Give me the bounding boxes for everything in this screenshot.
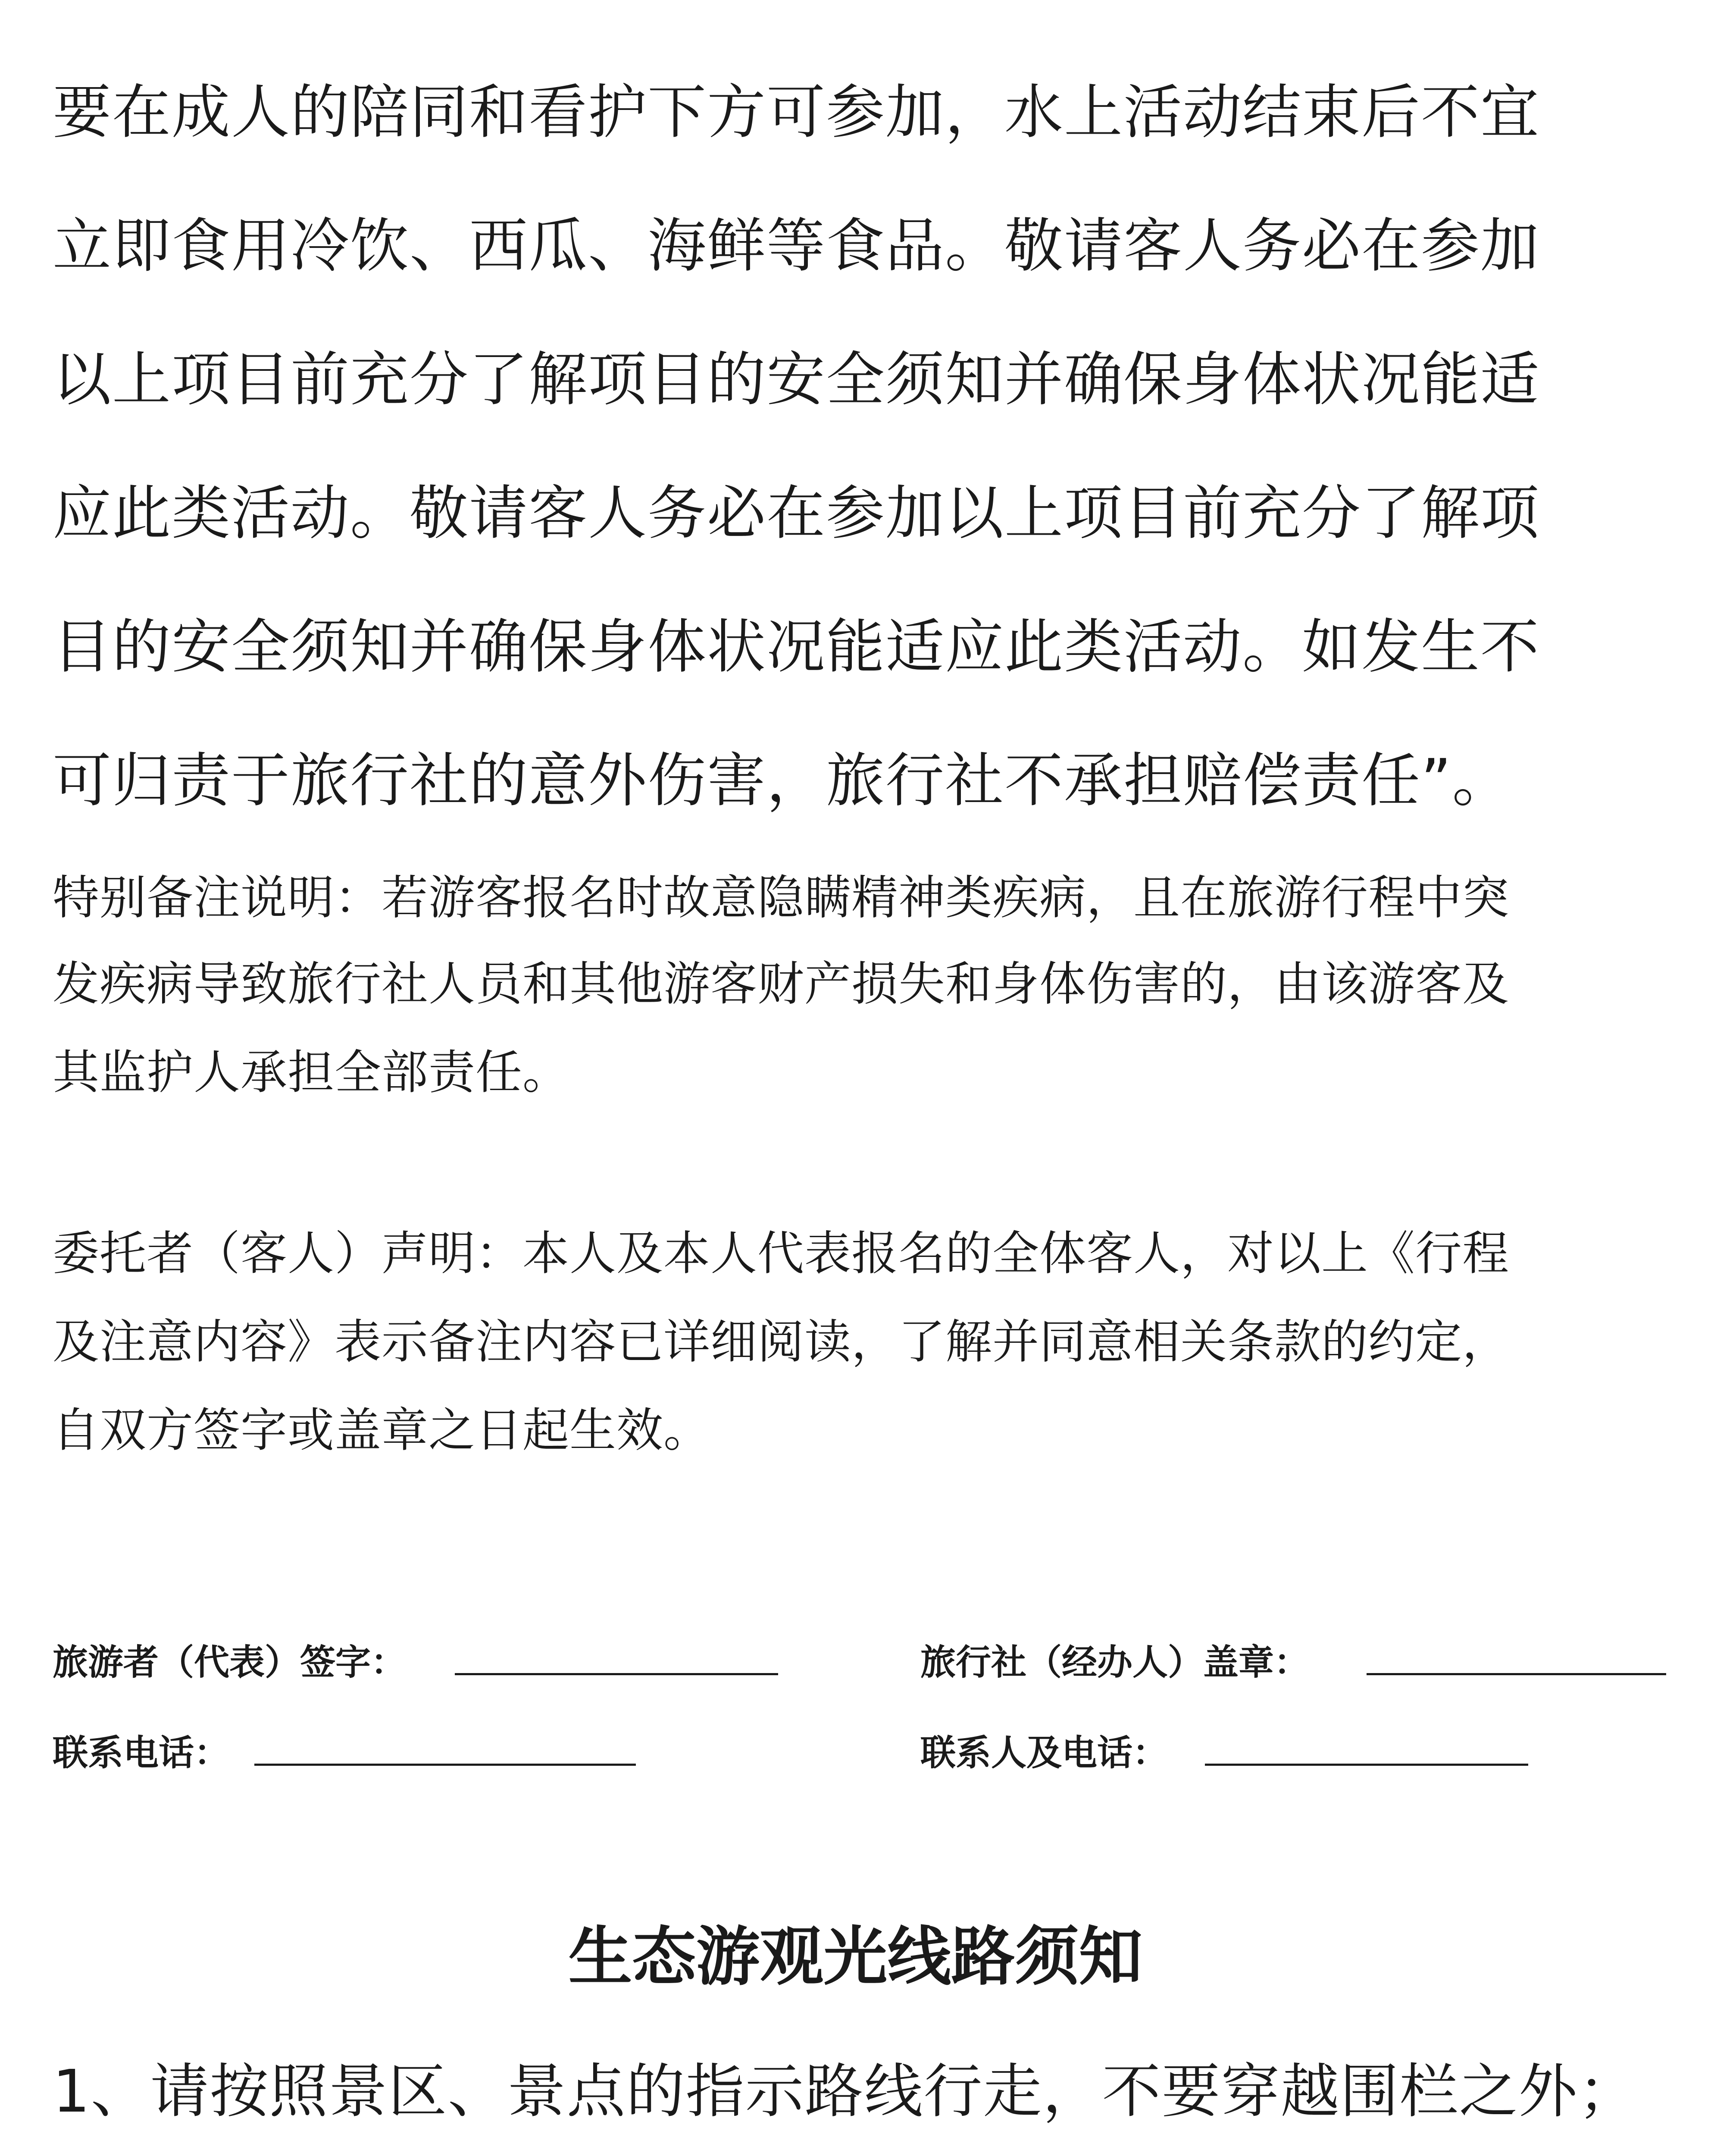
safety-paragraph-line: 以上项目前充分了解项目的安全须知并确保身体状况能适 (53, 346, 1540, 414)
safety-paragraph-line: 可归责于旅行社的意外伤害，旅行社不承担赔偿责任”。 (53, 747, 1512, 815)
safety-paragraph-line: 目的安全须知并确保身体状况能适应此类活动。如发生不 (53, 613, 1540, 681)
declaration-line: 及注意内容》表示备注内容已详细阅读，了解并同意相关条款的约定， (53, 1315, 1510, 1369)
tourist-phone-label: 联系电话： (53, 1733, 230, 1774)
tourist-sign-line[interactable] (455, 1673, 778, 1675)
section-title: 生态游观光线路须知 (568, 1920, 1143, 1994)
agency-seal-line[interactable] (1367, 1673, 1666, 1675)
special-note-line: 其监护人承担全部责任。 (53, 1046, 570, 1100)
agency-contact-label: 联系人及电话： (920, 1733, 1168, 1774)
agency-contact-line[interactable] (1205, 1764, 1528, 1766)
safety-paragraph-line: 立即食用冷饮、西瓜、海鲜等食品。敬请客人务必在参加 (53, 212, 1540, 280)
safety-paragraph-line: 应此类活动。敬请客人务必在参加以上项目前充分了解项 (53, 479, 1540, 548)
section-line: 1、请按照景区、景点的指示路线行走，不要穿越围栏之外； (53, 2058, 1638, 2126)
agency-seal-label: 旅行社（经办人）盖章： (920, 1642, 1310, 1683)
tourist-phone-line[interactable] (254, 1764, 636, 1766)
safety-paragraph-line: 要在成人的陪同和看护下方可参加，水上活动结束后不宜 (53, 78, 1540, 147)
tourist-sign-label: 旅游者（代表）签字： (53, 1642, 407, 1683)
declaration-line: 自双方签字或盖章之日起生效。 (53, 1404, 711, 1457)
special-note-line: 特别备注说明：若游客报名时故意隐瞒精神类疾病，且在旅游行程中突 (53, 871, 1510, 925)
declaration-line: 委托者（客人）声明：本人及本人代表报名的全体客人，对以上《行程 (53, 1227, 1510, 1281)
special-note-line: 发疾病导致旅行社人员和其他游客财产损失和身体伤害的，由该游客及 (53, 957, 1510, 1011)
